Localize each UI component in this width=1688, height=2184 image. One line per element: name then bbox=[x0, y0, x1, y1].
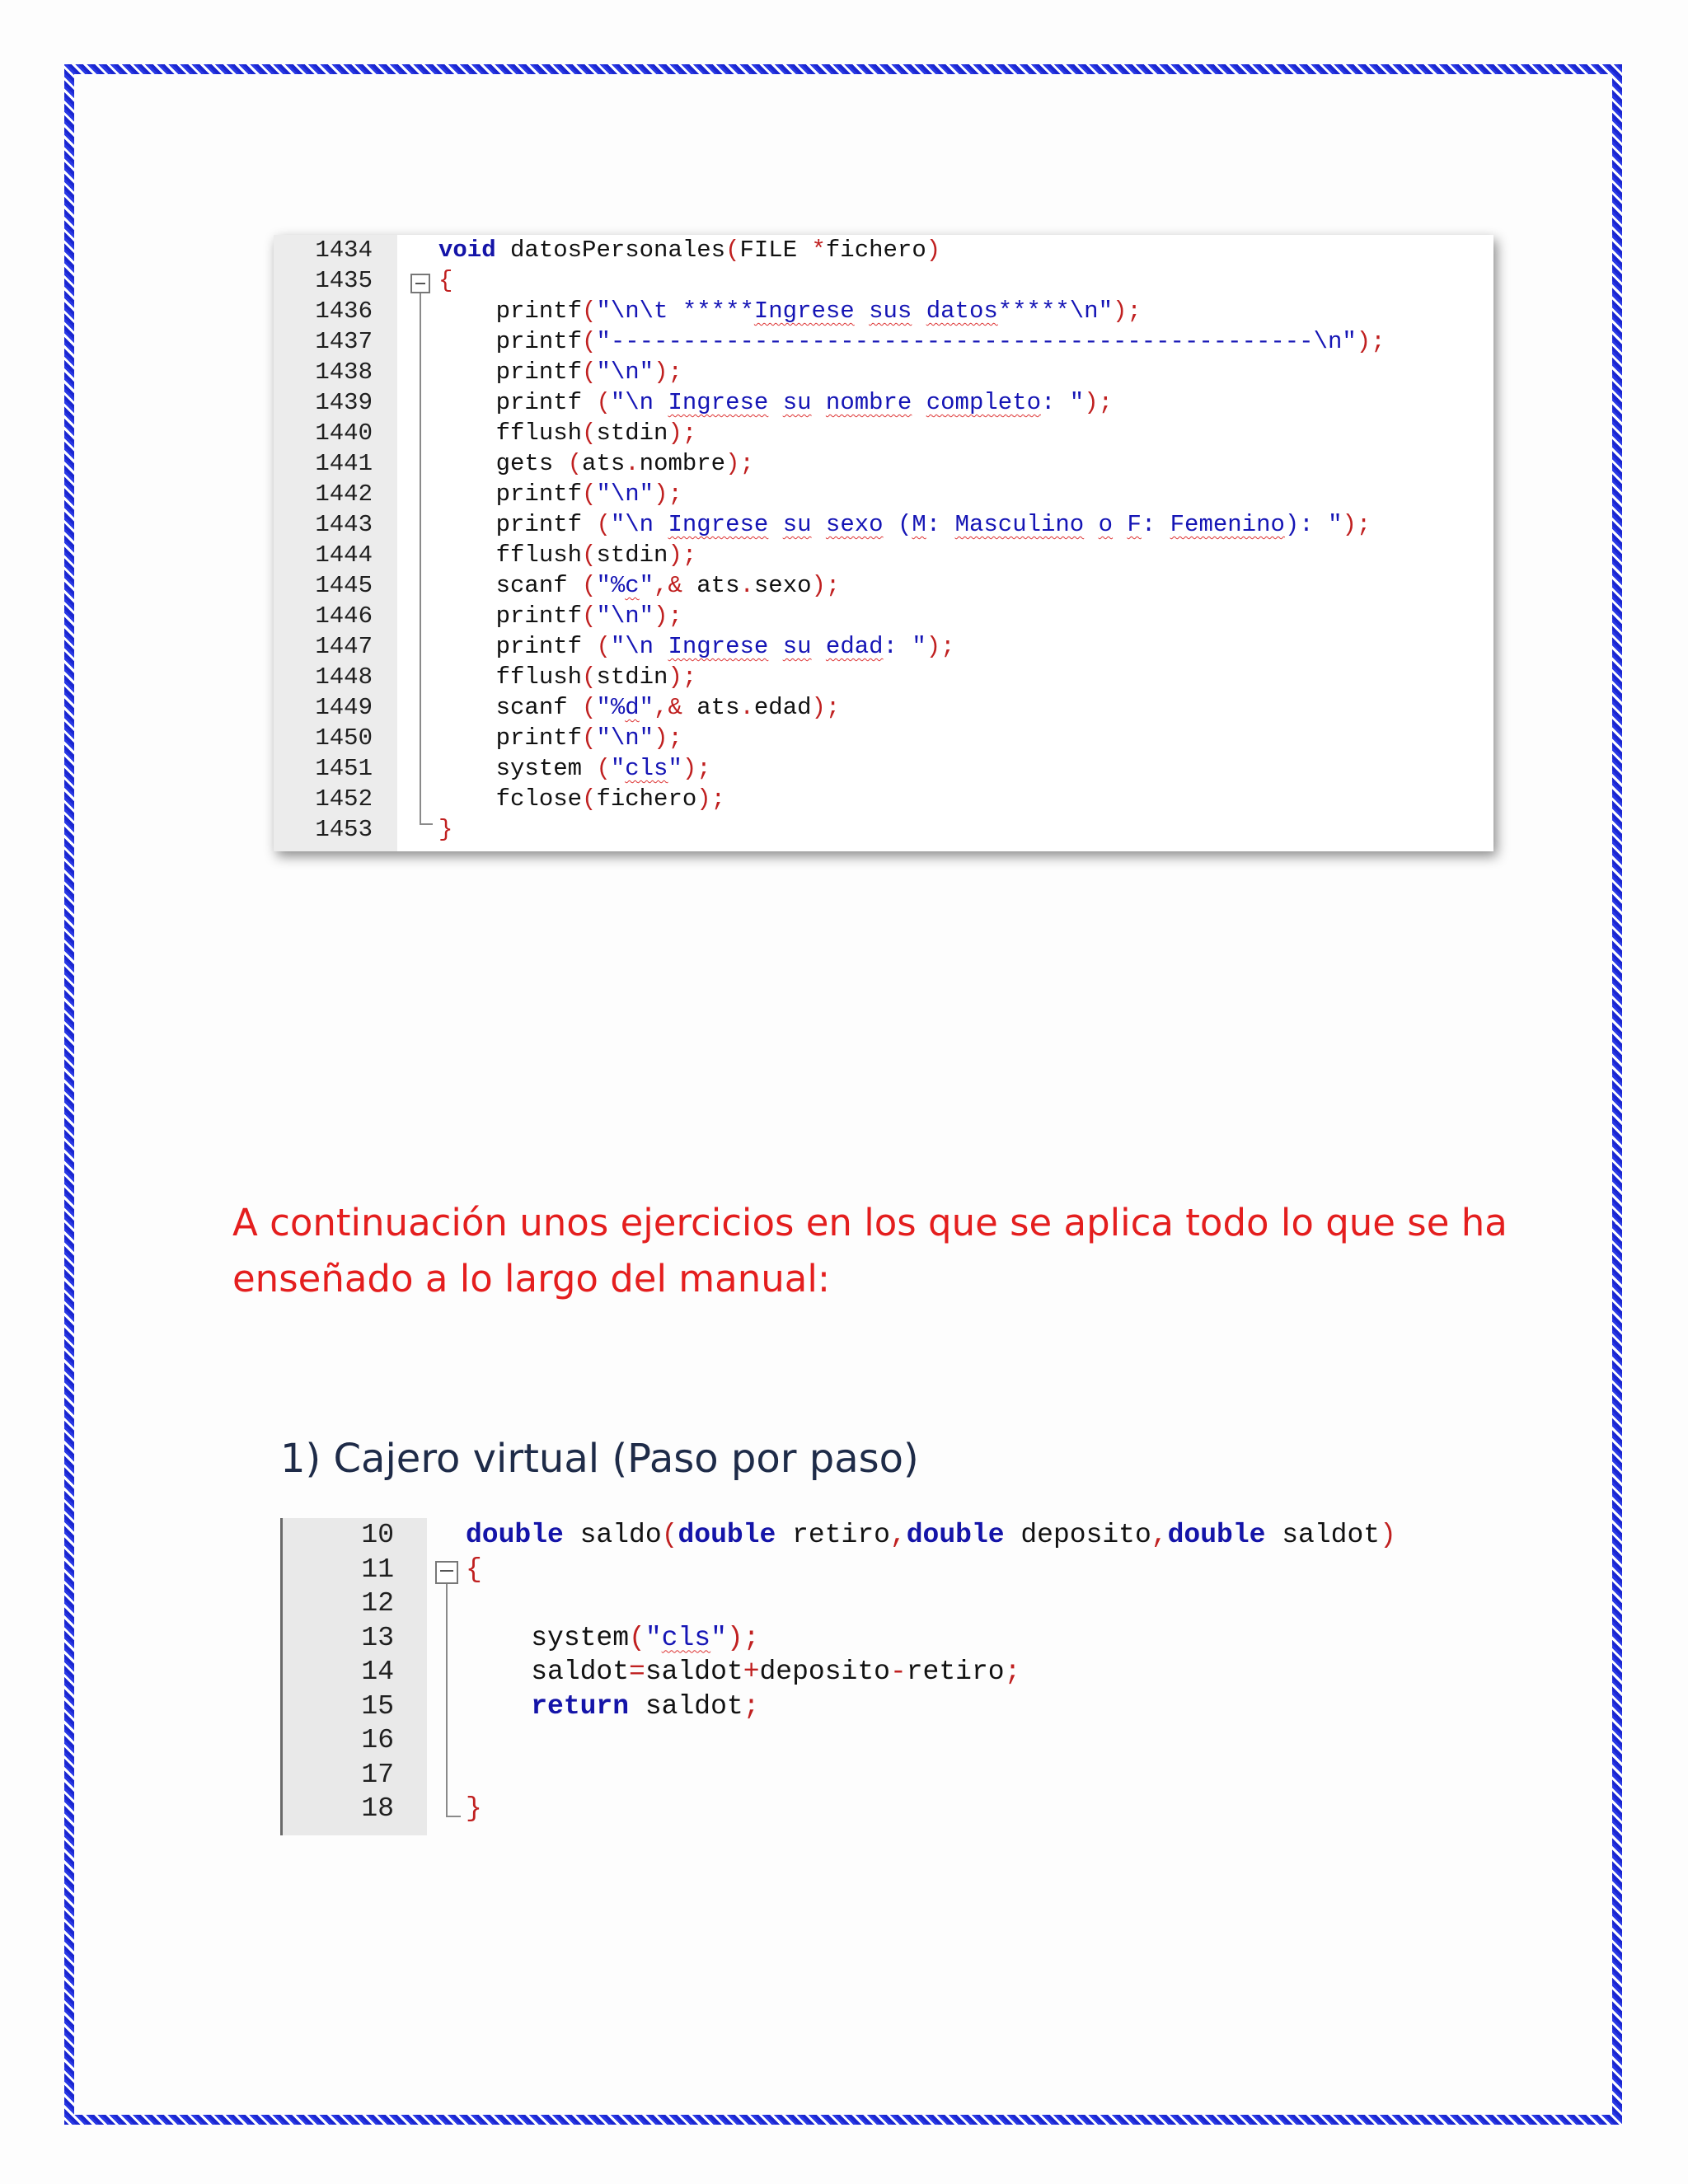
code-text: printf("\n"); bbox=[438, 724, 682, 752]
line-number: 1442 bbox=[315, 480, 373, 508]
line-number: 12 bbox=[361, 1588, 394, 1619]
code-line bbox=[274, 235, 1493, 265]
code-text: system("cls"); bbox=[466, 1622, 760, 1653]
code-text: void datosPersonales(FILE *fichero) bbox=[438, 237, 941, 264]
code-line bbox=[274, 570, 1493, 601]
code-line bbox=[280, 1621, 1467, 1656]
code-text: saldot=saldot+deposito-retiro; bbox=[466, 1657, 1021, 1687]
code-text: system ("cls"); bbox=[438, 755, 711, 782]
line-number: 1453 bbox=[315, 816, 373, 843]
line-number: 1452 bbox=[315, 785, 373, 813]
line-number: 1439 bbox=[315, 389, 373, 416]
line-number: 1445 bbox=[315, 572, 373, 599]
code-text: fclose(fichero); bbox=[438, 785, 726, 813]
line-number: 1443 bbox=[315, 511, 373, 538]
code-text: printf ("\n Ingrese su sexo (M: Masculino o F: Femenino): "); bbox=[438, 511, 1372, 538]
line-number: 14 bbox=[361, 1657, 394, 1687]
code-line bbox=[274, 662, 1493, 692]
line-number: 1441 bbox=[315, 450, 373, 477]
line-number: 1444 bbox=[315, 541, 373, 569]
code-text: printf("\n"); bbox=[438, 480, 682, 508]
line-number: 1447 bbox=[315, 633, 373, 660]
code-line bbox=[280, 1723, 1467, 1758]
line-number: 1436 bbox=[315, 298, 373, 325]
code-line bbox=[274, 448, 1493, 479]
code-text: gets (ats.nombre); bbox=[438, 450, 754, 477]
code-line bbox=[274, 509, 1493, 540]
code-line bbox=[274, 753, 1493, 784]
line-number: 10 bbox=[361, 1520, 394, 1550]
line-number: 13 bbox=[361, 1622, 394, 1653]
code-line bbox=[274, 479, 1493, 509]
line-number: 1451 bbox=[315, 755, 373, 782]
code-text: fflush(stdin); bbox=[438, 419, 697, 447]
line-number: 16 bbox=[361, 1725, 394, 1755]
code-text: { bbox=[466, 1554, 482, 1585]
code-line bbox=[280, 1553, 1467, 1587]
code-text: return saldot; bbox=[531, 1690, 760, 1722]
code-line bbox=[274, 814, 1493, 845]
code-text: fflush(stdin); bbox=[438, 541, 697, 569]
code-line bbox=[274, 357, 1493, 387]
code-line bbox=[280, 1586, 1467, 1621]
code-screenshot-saldo bbox=[280, 1518, 1467, 1835]
code-line bbox=[280, 1518, 1467, 1553]
line-number: 1438 bbox=[315, 359, 373, 386]
code-text: double saldo(double retiro,double deposito,double saldot) bbox=[466, 1520, 1396, 1550]
line-number: 15 bbox=[361, 1690, 394, 1722]
code-line bbox=[274, 784, 1493, 814]
code-line bbox=[274, 723, 1493, 753]
code-text: printf("\n"); bbox=[438, 602, 682, 630]
line-number: 17 bbox=[361, 1759, 394, 1790]
code-text: printf ("\n Ingrese su nombre completo: "); bbox=[438, 389, 1114, 416]
code-text: scanf ("%d",& ats.edad); bbox=[438, 694, 841, 721]
code-line bbox=[274, 296, 1493, 326]
code-line bbox=[280, 1792, 1467, 1826]
code-line bbox=[280, 1655, 1467, 1690]
code-screenshot-datos-personales bbox=[274, 235, 1493, 851]
line-number: 1434 bbox=[315, 237, 373, 264]
code-line bbox=[274, 540, 1493, 570]
line-number: 1449 bbox=[315, 694, 373, 721]
line-number: 18 bbox=[361, 1793, 394, 1824]
code-text: fflush(stdin); bbox=[438, 663, 697, 691]
line-number: 11 bbox=[361, 1554, 394, 1585]
code-text: printf("\n\t *****Ingrese sus datos*****\n"); bbox=[438, 298, 1142, 325]
code-text: { bbox=[438, 267, 453, 294]
line-number: 1450 bbox=[315, 724, 373, 752]
code-line bbox=[280, 1758, 1467, 1793]
code-line bbox=[274, 692, 1493, 723]
code-text: scanf ("%c",& ats.sexo); bbox=[438, 572, 841, 599]
code-text: } bbox=[438, 816, 453, 843]
line-number: 1448 bbox=[315, 663, 373, 691]
line-number: 1437 bbox=[315, 328, 373, 355]
code-text: printf ("\n Ingrese su edad: "); bbox=[438, 633, 955, 660]
code-line bbox=[274, 418, 1493, 448]
line-number: 1435 bbox=[315, 267, 373, 294]
section-title: 1) Cajero virtual (Paso por paso) bbox=[280, 1436, 919, 1482]
code-text: printf("\n"); bbox=[438, 359, 682, 386]
code-line bbox=[274, 387, 1493, 418]
intro-paragraph: A continuación unos ejercicios en los que se aplica todo lo que se ha enseñado a lo largo del manual: bbox=[232, 1201, 1507, 1301]
code-line bbox=[274, 265, 1493, 296]
code-line bbox=[274, 631, 1493, 662]
code-text: } bbox=[466, 1793, 482, 1824]
line-number: 1446 bbox=[315, 602, 373, 630]
code-line bbox=[274, 326, 1493, 357]
code-line bbox=[274, 601, 1493, 631]
code-text: printf("-------------------------------------------------\n"); bbox=[438, 328, 1386, 355]
code-line bbox=[280, 1690, 1467, 1724]
line-number: 1440 bbox=[315, 419, 373, 447]
